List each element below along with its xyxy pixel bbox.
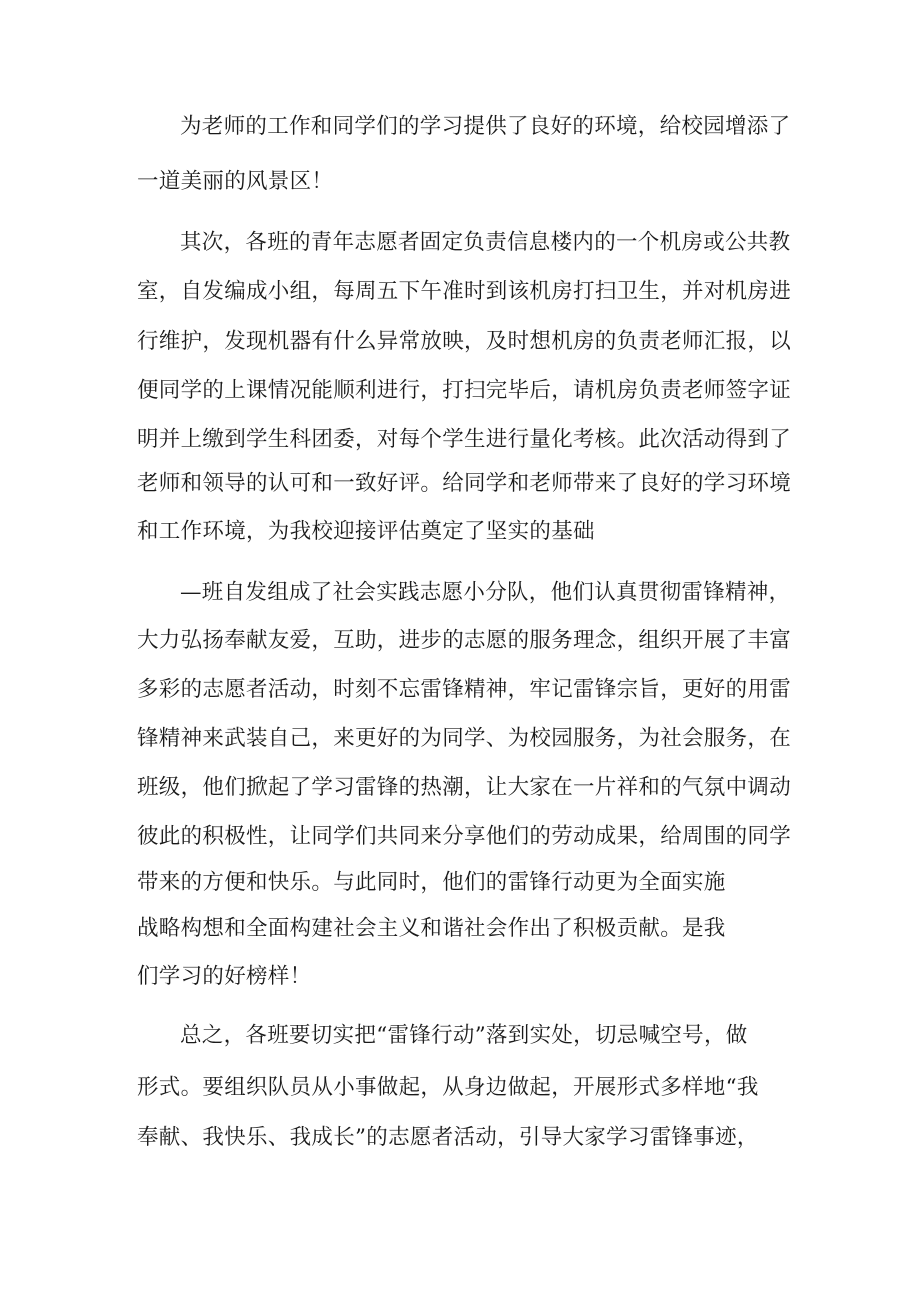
paragraph-2-line-5: 明并上缴到学生科团委，对每个学生进行量化考核。此次活动得到了 <box>137 427 792 452</box>
paragraph-3-line-4: 锋精神来武装自己，来更好的为同学、为校园服务，为社会服务，在 <box>137 726 792 751</box>
paragraph-3-line-7: 带来的方便和快乐。与此同时，他们的雷锋行动更为全面实施 <box>137 870 726 895</box>
paragraph-1-line-2: 一道美丽的风景区！ <box>137 169 334 194</box>
paragraph-2-line-4: 便同学的上课情况能顺利进行，打扫完毕后，请机房负责老师签字证 <box>137 378 792 403</box>
paragraph-2-line-6: 老师和领导的认可和一致好评。给同学和老师带来了良好的学习环境 <box>137 471 792 496</box>
paragraph-4-line-2: 形式。要组织队员从小事做起，从身边做起，开展形式多样地“我 <box>137 1075 759 1100</box>
paragraph-1-line-1: 为老师的工作和同学们的学习提供了良好的环境，给校园增添了 <box>180 114 791 139</box>
paragraph-2-line-3: 行维护，发现机器有什么异常放映，及时想机房的负责老师汇报，以 <box>137 329 792 354</box>
paragraph-3-line-5: 班级，他们掀起了学习雷锋的热潮，让大家在一片祥和的气氛中调动 <box>137 775 792 800</box>
paragraph-2-line-2: 室，自发编成小组，每周五下午准时到该机房打扫卫生，并对机房进 <box>137 279 792 304</box>
paragraph-2-line-1: 其次，各班的青年志愿者固定负责信息楼内的一个机房或公共教 <box>180 230 791 255</box>
paragraph-4-line-3: 奉献、我快乐、我成长”的志愿者活动，引导大家学习雷锋事迹， <box>137 1125 759 1150</box>
paragraph-2-line-7: 和工作环境，为我校迎接评估奠定了坚实的基础 <box>137 519 595 544</box>
paragraph-3-line-9: 们学习的好榜样！ <box>137 964 312 989</box>
paragraph-3-line-1: —班自发组成了社会实践志愿小分队，他们认真贯彻雷锋精神， <box>180 580 791 605</box>
paragraph-3-line-2: 大力弘扬奉献友爱，互助，进步的志愿的服务理念，组织开展了丰富 <box>137 628 792 653</box>
paragraph-3-line-8: 战略构想和全面构建社会主义和谐社会作出了积极贡献。是我 <box>137 916 726 941</box>
paragraph-3-line-3: 多彩的志愿者活动，时刻不忘雷锋精神，牢记雷锋宗旨，更好的用雷 <box>137 677 792 702</box>
paragraph-3-line-6: 彼此的积极性，让同学们共同来分享他们的劳动成果，给周围的同学 <box>137 824 792 849</box>
paragraph-4-line-1: 总之，各班要切实把“雷锋行动”落到实处，切忌喊空号，做 <box>180 1023 748 1048</box>
